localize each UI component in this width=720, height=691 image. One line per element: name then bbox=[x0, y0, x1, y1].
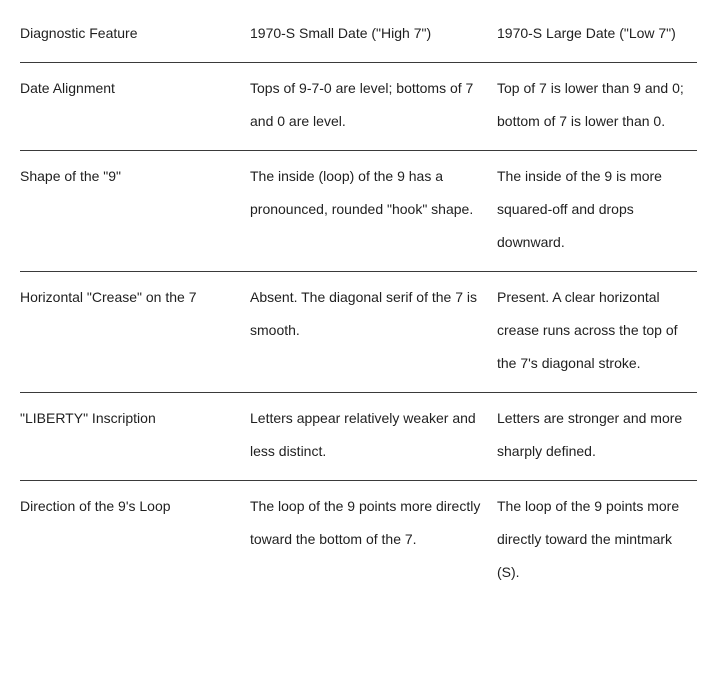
cell-small-date: Absent. The diagonal serif of the 7 is smooth. bbox=[250, 272, 497, 393]
cell-feature: Date Alignment bbox=[20, 63, 250, 151]
cell-small-date: Tops of 9-7-0 are level; bottoms of 7 and 0 are level. bbox=[250, 63, 497, 151]
cell-feature: Horizontal "Crease" on the 7 bbox=[20, 272, 250, 393]
table-row bbox=[20, 63, 697, 151]
cell-small-date: Letters appear relatively weaker and less distinct. bbox=[250, 393, 497, 481]
header-small-date: 1970-S Small Date ("High 7") bbox=[250, 14, 497, 63]
header-diagnostic-feature: Diagnostic Feature bbox=[20, 14, 250, 63]
comparison-table-container bbox=[0, 14, 720, 691]
table-row bbox=[20, 151, 697, 272]
cell-large-date: The inside of the 9 is more squared-off and drops downward. bbox=[497, 151, 697, 272]
table-row bbox=[20, 481, 697, 602]
cell-small-date: The loop of the 9 points more directly toward the bottom of the 7. bbox=[250, 498, 481, 547]
cell-feature: Shape of the "9" bbox=[20, 151, 250, 272]
header-row bbox=[20, 14, 697, 63]
header-large-date: 1970-S Large Date ("Low 7") bbox=[497, 14, 697, 63]
table-body bbox=[20, 63, 697, 602]
cell-feature: Direction of the 9's Loop bbox=[20, 498, 171, 514]
comparison-table bbox=[20, 14, 697, 601]
cell-small-date: The inside (loop) of the 9 has a pronounced, rounded "hook" shape. bbox=[250, 151, 497, 272]
table-row bbox=[20, 272, 697, 393]
cell-large-date: Present. A clear horizontal crease runs across the top of the 7's diagonal stroke. bbox=[497, 272, 697, 393]
cell-feature: "LIBERTY" Inscription bbox=[20, 393, 250, 481]
table-header bbox=[20, 14, 697, 63]
cell-large-date: Top of 7 is lower than 9 and 0; bottom of 7 is lower than 0. bbox=[497, 63, 697, 151]
cell-large-date: The loop of the 9 points more directly toward the mintmark (S). bbox=[497, 498, 680, 580]
table-row bbox=[20, 393, 697, 481]
cell-large-date: Letters are stronger and more sharply defined. bbox=[497, 393, 697, 481]
